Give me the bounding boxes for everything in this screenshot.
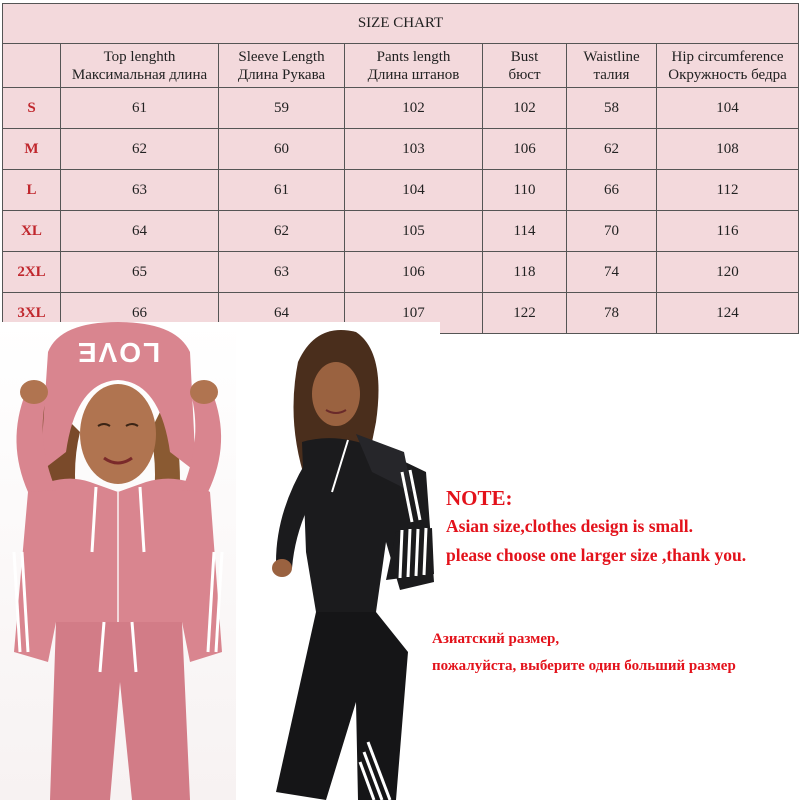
measurement-cell: 65 (61, 252, 219, 293)
column-header-ru: Окружность бедра (668, 66, 787, 83)
note-ru-line-2: пожалуйста, выберите один больший размер (432, 658, 736, 674)
column-header-en: Sleeve Length (238, 48, 325, 65)
title-row (3, 4, 799, 44)
column-header-en: Pants length (376, 48, 451, 65)
measurement-cell: 107 (345, 293, 483, 334)
size-chart-table (2, 3, 799, 334)
measurement-cell: 120 (657, 252, 799, 293)
measurement-cell: 122 (483, 293, 567, 334)
size-row (3, 252, 799, 293)
measurement-cell: 63 (219, 252, 345, 293)
column-header-en: Top lenghth (103, 48, 176, 65)
column-header-ru: бюст (508, 66, 541, 83)
column-header (483, 44, 567, 88)
measurement-cell: 114 (483, 211, 567, 252)
size-row (3, 129, 799, 170)
size-label: M (3, 129, 61, 170)
header-corner (3, 44, 61, 88)
column-header (61, 44, 219, 88)
size-row (3, 88, 799, 129)
black-tracksuit-photo (236, 322, 440, 800)
measurement-cell: 104 (345, 170, 483, 211)
measurement-cell: 112 (657, 170, 799, 211)
measurement-cell: 102 (483, 88, 567, 129)
measurement-cell: 62 (219, 211, 345, 252)
measurement-cell: 105 (345, 211, 483, 252)
note-line-asian-size: Asian size,clothes design is small. (446, 516, 693, 536)
column-header-ru: Длина штанов (367, 66, 460, 83)
measurement-cell: 110 (483, 170, 567, 211)
note-ru-line-1: Азиатский размер, (432, 631, 560, 647)
size-label: 2XL (3, 252, 61, 293)
measurement-cell: 118 (483, 252, 567, 293)
size-rows (3, 88, 799, 334)
measurement-cell: 106 (483, 129, 567, 170)
measurement-cell: 63 (61, 170, 219, 211)
column-header-ru: Максимальная длина (71, 66, 208, 83)
measurement-cell: 64 (219, 293, 345, 334)
column-header-en: Hip circumference (671, 48, 784, 65)
measurement-cell: 108 (657, 129, 799, 170)
measurement-cell: 116 (657, 211, 799, 252)
measurement-cell: 74 (567, 252, 657, 293)
measurement-cell: 64 (61, 211, 219, 252)
size-label: 3XL (3, 293, 61, 334)
column-header-en: Bust (510, 48, 539, 65)
measurement-cell: 124 (657, 293, 799, 334)
measurement-cell: 61 (61, 88, 219, 129)
measurement-cell: 66 (61, 293, 219, 334)
column-header (345, 44, 483, 88)
measurement-cell: 59 (219, 88, 345, 129)
measurement-cell: 62 (567, 129, 657, 170)
measurement-cell: 104 (657, 88, 799, 129)
size-label: XL (3, 211, 61, 252)
measurement-cell: 58 (567, 88, 657, 129)
pink-tracksuit-illustration (0, 322, 236, 800)
hood-print-text: LOVE (75, 337, 161, 368)
pink-tracksuit-photo (0, 322, 236, 800)
size-label: S (3, 88, 61, 129)
measurement-cell: 103 (345, 129, 483, 170)
measurement-cell: 102 (345, 88, 483, 129)
black-tracksuit-illustration (236, 322, 440, 800)
measurement-cell: 78 (567, 293, 657, 334)
size-chart-title: SIZE CHART (3, 4, 799, 44)
size-row (3, 211, 799, 252)
measurement-cell: 106 (345, 252, 483, 293)
note-title: NOTE: (446, 486, 513, 510)
column-header (567, 44, 657, 88)
column-header-ru: талия (593, 66, 630, 83)
model-photos (0, 322, 440, 800)
measurement-cell: 70 (567, 211, 657, 252)
column-header-en: Waistline (583, 48, 640, 65)
column-header-ru: Длина Рукава (237, 66, 326, 83)
header-row (3, 44, 799, 88)
note-line-choose-larger: please choose one larger size ,thank you. (446, 545, 747, 565)
size-label: L (3, 170, 61, 211)
measurement-cell: 61 (219, 170, 345, 211)
measurement-cell: 62 (61, 129, 219, 170)
column-header (657, 44, 799, 88)
measurement-cell: 66 (567, 170, 657, 211)
size-row (3, 170, 799, 211)
measurement-cell: 60 (219, 129, 345, 170)
column-header (219, 44, 345, 88)
